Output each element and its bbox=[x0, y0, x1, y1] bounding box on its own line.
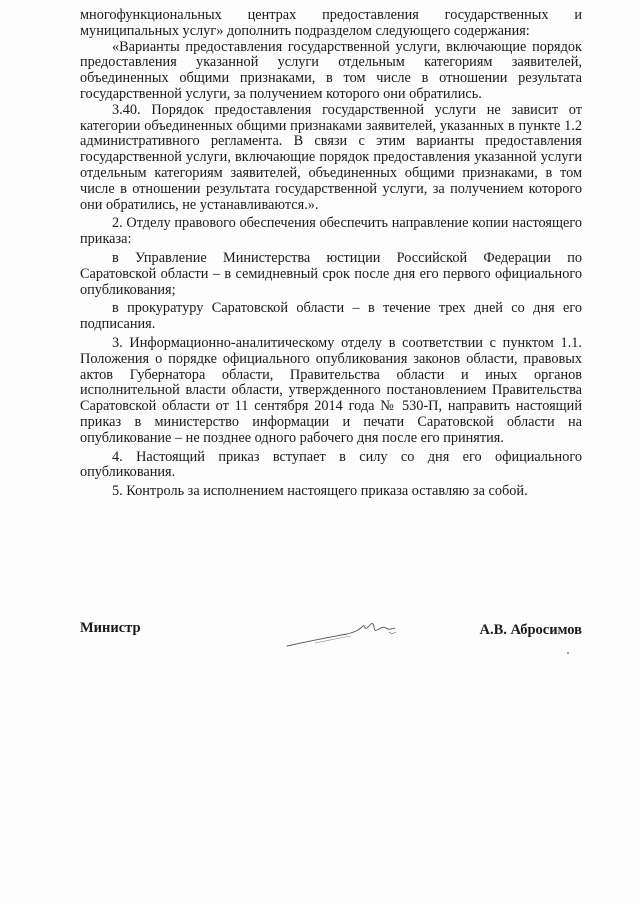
document-body bbox=[80, 8, 582, 500]
paragraph-prosecutor: в прокуратуру Саратовской области – в течение трех дней со дня его подписания. bbox=[80, 300, 582, 333]
handwritten-signature bbox=[285, 616, 405, 652]
signer-name: А.В. Абросимов bbox=[479, 622, 582, 638]
paragraph-ministry-justice: в Управление Министерства юстиции Российской Федерации по Саратовской области – в семидневный срок после дня его первого официального опубликования; bbox=[80, 249, 582, 298]
paragraph-3-40: 3.40. Порядок предоставления государственной услуги не зависит от категории объединенных общими признаками заявителей, указанных в пункте 1.2 административного регламента. В связи с этим варианты предоставления государственной услуги, включающие порядок предоставления указанной услуги отдельным категориям заявителей, объединенных общими признаками, в том числе в отношении результата государственной услуги, за получением которого они обратились, не устанавливаются.». bbox=[80, 101, 582, 213]
signature-block bbox=[80, 616, 582, 656]
paragraph-item-2: 2. Отделу правового обеспечения обеспечить направление копии настоящего приказа: bbox=[80, 215, 582, 248]
paragraph-item-4: 4. Настоящий приказ вступает в силу со дня его официального опубликования. bbox=[80, 448, 582, 481]
paragraph-variants: «Варианты предоставления государственной услуги, включающие порядок предоставления указанной услуги отдельным категориям заявителей, объединенных общими признаками, в том числе в отношении результата государственной услуги, за получением которого они обратились. bbox=[80, 38, 582, 102]
position-title: Министр bbox=[80, 620, 141, 636]
scan-speck bbox=[567, 652, 569, 654]
paragraph-continuation: многофункциональных центрах предоставления государственных и муниципальных услуг» дополнить подразделом следующего содержания: bbox=[80, 7, 582, 39]
paragraph-item-3: 3. Информационно-аналитическому отделу в соответствии с пунктом 1.1. Положения о порядке официального опубликования законов области, правовых актов Губернатора области, Правительства области и иных органов исполнительной власти области, утвержденного постановлением Правительства Саратовской области от 11 сентября 2014 года № 530-П, направить настоящий приказ в министерство информации и печати Саратовской области на опубликование – не позднее одного рабочего дня после его принятия. bbox=[80, 334, 582, 446]
paragraph-item-5: 5. Контроль за исполнением настоящего приказа оставляю за собой. bbox=[112, 483, 528, 500]
